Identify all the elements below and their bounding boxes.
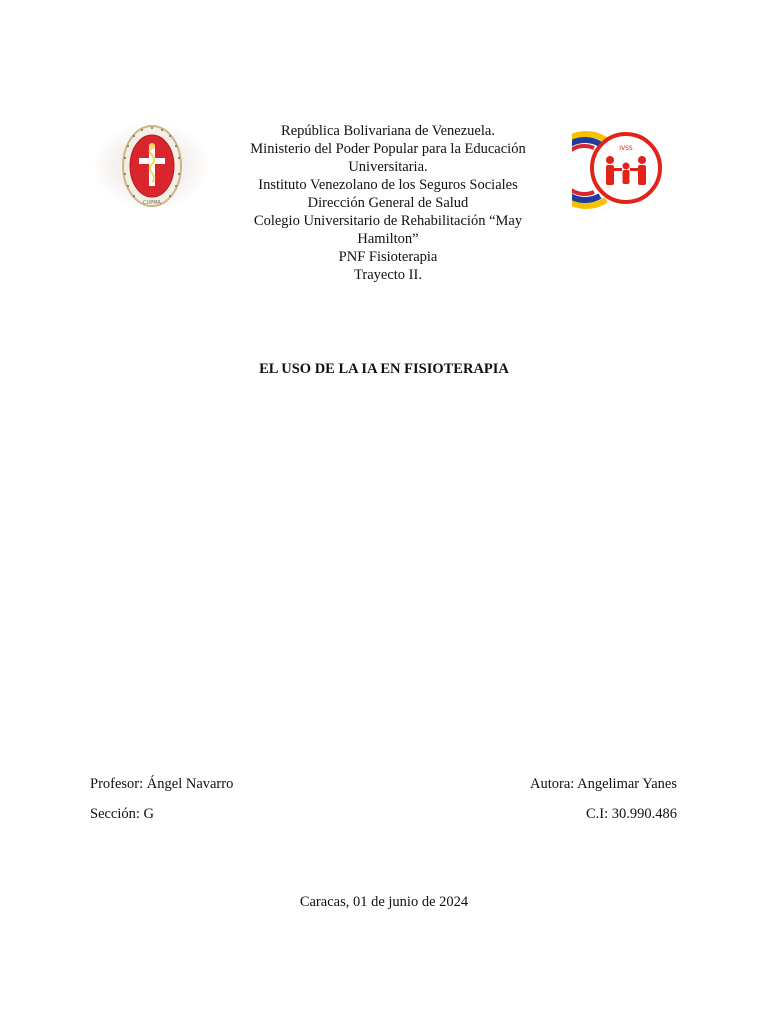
professor-name: Profesor: Ángel Navarro <box>90 776 234 792</box>
author-id: C.I: 30.990.486 <box>585 806 677 822</box>
author-name: Autora: Angelimar Yanes <box>530 776 677 792</box>
svg-text:CUPMA: CUPMA <box>143 200 161 206</box>
section-label: Sección: G <box>90 806 155 822</box>
document-title: EL USO DE LA IA EN FISIOTERAPIA <box>259 361 509 377</box>
header-line-institute: Instituto Venezolano de los Seguros Sociales <box>258 177 518 193</box>
header-line-college: Colegio Universitario de Rehabilitación “May Hamilton” <box>253 213 523 247</box>
header-line-direction: Dirección General de Salud <box>307 195 469 211</box>
place-date: Caracas, 01 de junio de 2024 <box>299 894 469 910</box>
header-line-trayecto: Trayecto II. <box>354 267 422 283</box>
college-seal-icon <box>92 122 210 210</box>
header-line-ministry: Ministerio del Poder Popular para la Educación Universitaria. <box>250 141 526 175</box>
svg-text:IVSS: IVSS <box>619 145 633 152</box>
header-line-program: PNF Fisioterapia <box>338 249 438 265</box>
ivss-logo-icon <box>572 124 668 210</box>
header-line-country: República Bolivariana de Venezuela. <box>281 123 495 139</box>
institution-header <box>240 122 536 284</box>
